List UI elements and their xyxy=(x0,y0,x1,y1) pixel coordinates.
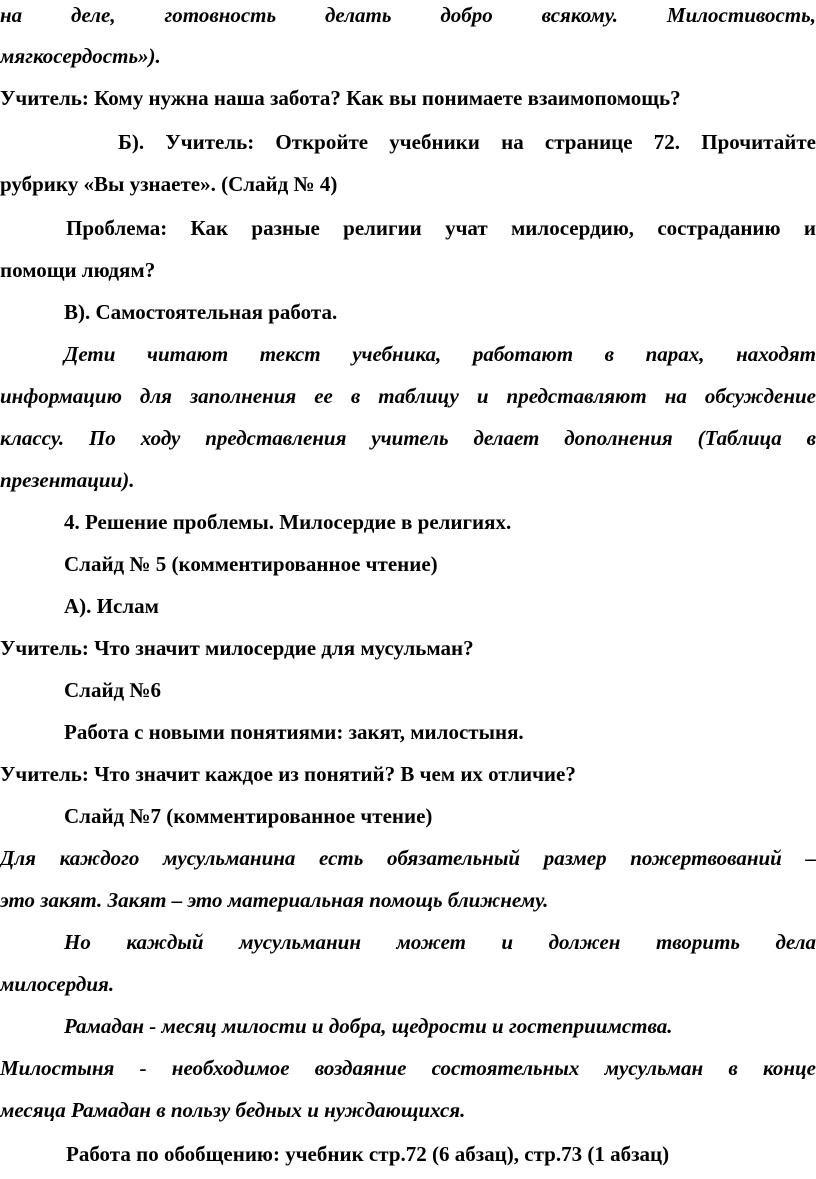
slide-reference: (Слайд № 4) xyxy=(221,172,338,196)
paragraph-text: Что значит милосердие для мусульман? xyxy=(88,636,474,660)
teacher-label: Б). Учитель: xyxy=(118,130,255,154)
paragraph-line: классу. По ходу представления учитель делает дополнения (Таблица в xyxy=(0,426,816,450)
paragraph-line xyxy=(0,171,816,197)
paragraph-line: на деле, готовность делать добро всякому. Милостивость, xyxy=(0,3,816,27)
teacher-label: Учитель: xyxy=(0,762,89,786)
paragraph-text: (комментированное чтение) xyxy=(161,804,433,828)
paragraph-line: милосердия. xyxy=(0,972,115,996)
paragraph-line: Работа с новыми понятиями: закят, милостыня. xyxy=(64,720,524,744)
paragraph-text: Что значит каждое из понятий? В чем их отличие? xyxy=(88,762,576,786)
paragraph-line: Для каждого мусульманина есть обязательный размер пожертвований – xyxy=(0,846,816,870)
paragraph-text: рубрику «Вы узнаете». xyxy=(0,172,222,196)
paragraph-line xyxy=(0,803,816,829)
paragraph-text: Кому нужна наша забота? Как вы понимаете взаимопомощь? xyxy=(88,86,681,110)
paragraph-text: (комментированное чтение) xyxy=(166,552,438,576)
paragraph-line xyxy=(0,761,816,787)
problem-heading: помощи людям? xyxy=(0,258,156,282)
problem-heading: Проблема: Как разные религии учат милосердию, состраданию и xyxy=(66,216,816,240)
paragraph-line: это закят. Закят – это материальная помощь ближнему. xyxy=(0,888,549,912)
paragraph-line xyxy=(0,551,816,577)
paragraph-line: месяца Рамадан в пользу бедных и нуждающихся. xyxy=(0,1098,466,1122)
paragraph-line: презентации). xyxy=(0,468,135,492)
section-heading: А). Ислам xyxy=(64,594,159,618)
slide-reference: Слайд №6 xyxy=(64,678,162,702)
teacher-label: Учитель: xyxy=(0,86,89,110)
paragraph-line: информацию для заполнения ее в таблицу и представляют на обсуждение xyxy=(0,384,816,408)
slide-reference: Слайд №7 xyxy=(64,804,162,828)
slide-reference: Слайд № 5 xyxy=(64,552,167,576)
paragraph-line: Милостыня - необходимое воздаяние состоятельных мусульман в конце xyxy=(0,1056,816,1080)
paragraph-line: Но каждый мусульманин может и должен творить дела xyxy=(64,930,816,954)
paragraph-line: Дети читают текст учебника, работают в парах, находят xyxy=(64,342,816,366)
section-heading: 4. Решение проблемы. Милосердие в религиях. xyxy=(64,510,512,534)
section-heading: В). Самостоятельная работа. xyxy=(64,300,338,324)
paragraph-text: Откройте учебники на странице 72. Прочитайте xyxy=(254,130,816,154)
paragraph-line xyxy=(0,635,816,661)
paragraph-line xyxy=(0,129,816,155)
paragraph-line: мягкосердость»). xyxy=(0,44,161,68)
paragraph-line: Работа по обобщению: учебник стр.72 (6 абзац), стр.73 (1 абзац) xyxy=(66,1142,670,1166)
paragraph-line xyxy=(0,85,816,111)
paragraph-line: Рамадан - месяц милости и добра, щедрости и гостеприимства. xyxy=(64,1014,673,1038)
teacher-label: Учитель: xyxy=(0,636,89,660)
